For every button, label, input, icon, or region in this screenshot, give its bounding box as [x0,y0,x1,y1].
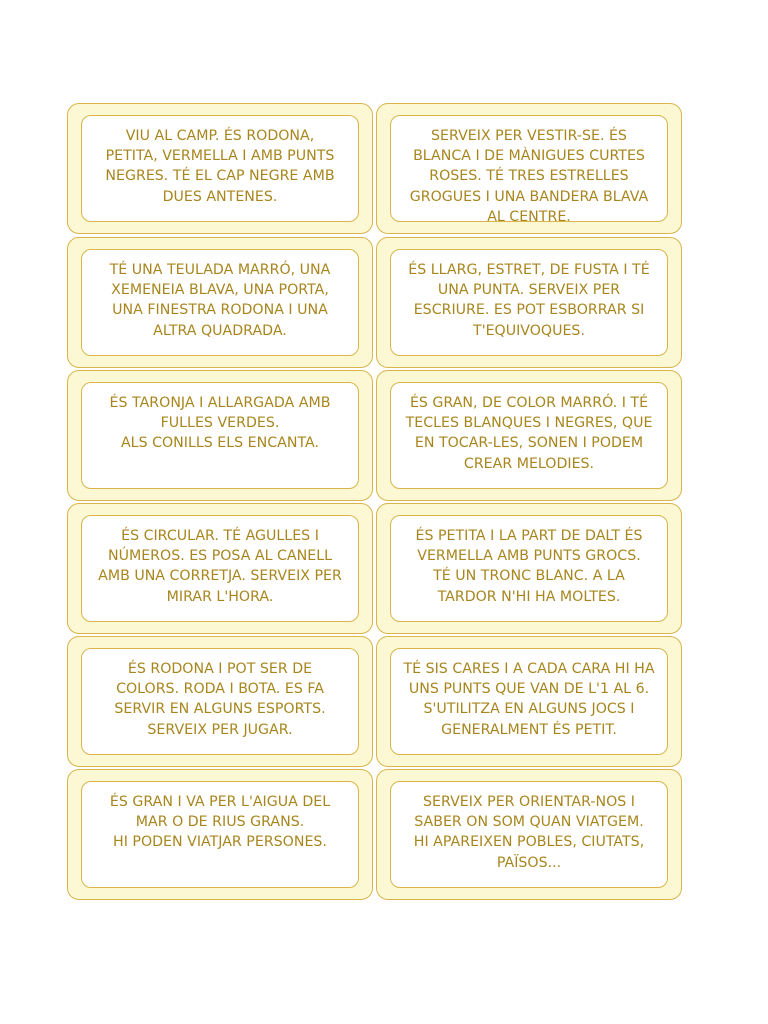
riddle-card-inner [81,382,359,489]
riddle-card-ball [67,636,373,767]
riddle-card-watch [67,503,373,634]
riddle-card-dice [376,636,682,767]
riddle-card-piano [376,370,682,501]
riddle-text: ÉS GRAN, DE COLOR MARRÓ. I TÉ TECLES BLANQUES I NEGRES, QUE EN TOCAR-LES, SONEN I PODEM CREAR MELODIES. [405,395,653,472]
riddle-card-carrot [67,370,373,501]
riddle-card-grid [67,103,683,903]
riddle-text: TÉ SIS CARES I A CADA CARA HI HA UNS PUNTS QUE VAN DE L'1 AL 6. S'UTILITZA EN ALGUNS JOCS I GENERALMENT ÉS PETIT. [403,661,655,738]
riddle-card-inner [390,249,668,356]
riddle-text: ÉS TARONJA I ALLARGADA AMB FULLES VERDES. ALS CONILLS ELS ENCANTA. [109,395,331,452]
riddle-card-ladybug [67,103,373,234]
riddle-card-inner [81,515,359,622]
riddle-text: SERVEIX PER ORIENTAR-NOS I SABER ON SOM QUAN VIATGEM. HI APAREIXEN POBLES, CIUTATS, PAÏSOS... [413,794,645,871]
riddle-card-tshirt [376,103,682,234]
riddle-card-inner [81,781,359,888]
riddle-card-house [67,237,373,368]
riddle-card-inner [390,115,668,225]
riddle-card-pencil [376,237,682,368]
riddle-text: ÉS GRAN I VA PER L'AIGUA DEL MAR O DE RIUS GRANS. HI PODEN VIATJAR PERSONES. [109,794,331,851]
riddle-card-boat [67,769,373,900]
riddle-card-mushroom [376,503,682,634]
riddle-card-inner [81,249,359,356]
riddle-text: ÉS RODONA I POT SER DE COLORS. RODA I BOTA. ES FA SERVIR EN ALGUNS ESPORTS. SERVEIX PER JUGAR. [114,661,326,738]
riddle-card-inner [390,382,668,489]
riddle-text: VIU AL CAMP. ÉS RODONA, PETITA, VERMELLA I AMB PUNTS NEGRES. TÉ EL CAP NEGRE AMB DUES ANTENES. [105,128,335,205]
riddle-text: SERVEIX PER VESTIR-SE. ÉS BLANCA I DE MÀNIGUES CURTES ROSES. TÉ TRES ESTRELLES GROGUES I UNA BANDERA BLAVA AL CENTRE. [409,128,649,225]
riddle-text: ÉS CIRCULAR. TÉ AGULLES I NÚMEROS. ES POSA AL CANELL AMB UNA CORRETJA. SERVEIX PER MIRAR L'HORA. [98,528,342,605]
riddle-card-inner [81,115,359,222]
riddle-card-inner [390,781,668,888]
riddle-card-inner [390,648,668,755]
riddle-card-inner [81,648,359,755]
riddle-text: ÉS PETITA I LA PART DE DALT ÉS VERMELLA AMB PUNTS GROCS. TÉ UN TRONC BLANC. A LA TARDOR N'HI HA MOLTES. [415,528,643,605]
riddle-card-map [376,769,682,900]
riddle-card-inner [390,515,668,622]
riddle-text: ÉS LLARG, ESTRET, DE FUSTA I TÉ UNA PUNTA. SERVEIX PER ESCRIURE. ES POT ESBORRAR SI T'EQUIVOQUES. [408,262,650,339]
riddle-text: TÉ UNA TEULADA MARRÓ, UNA XEMENEIA BLAVA, UNA PORTA, UNA FINESTRA RODONA I UNA ALTRA QUADRADA. [109,262,331,339]
